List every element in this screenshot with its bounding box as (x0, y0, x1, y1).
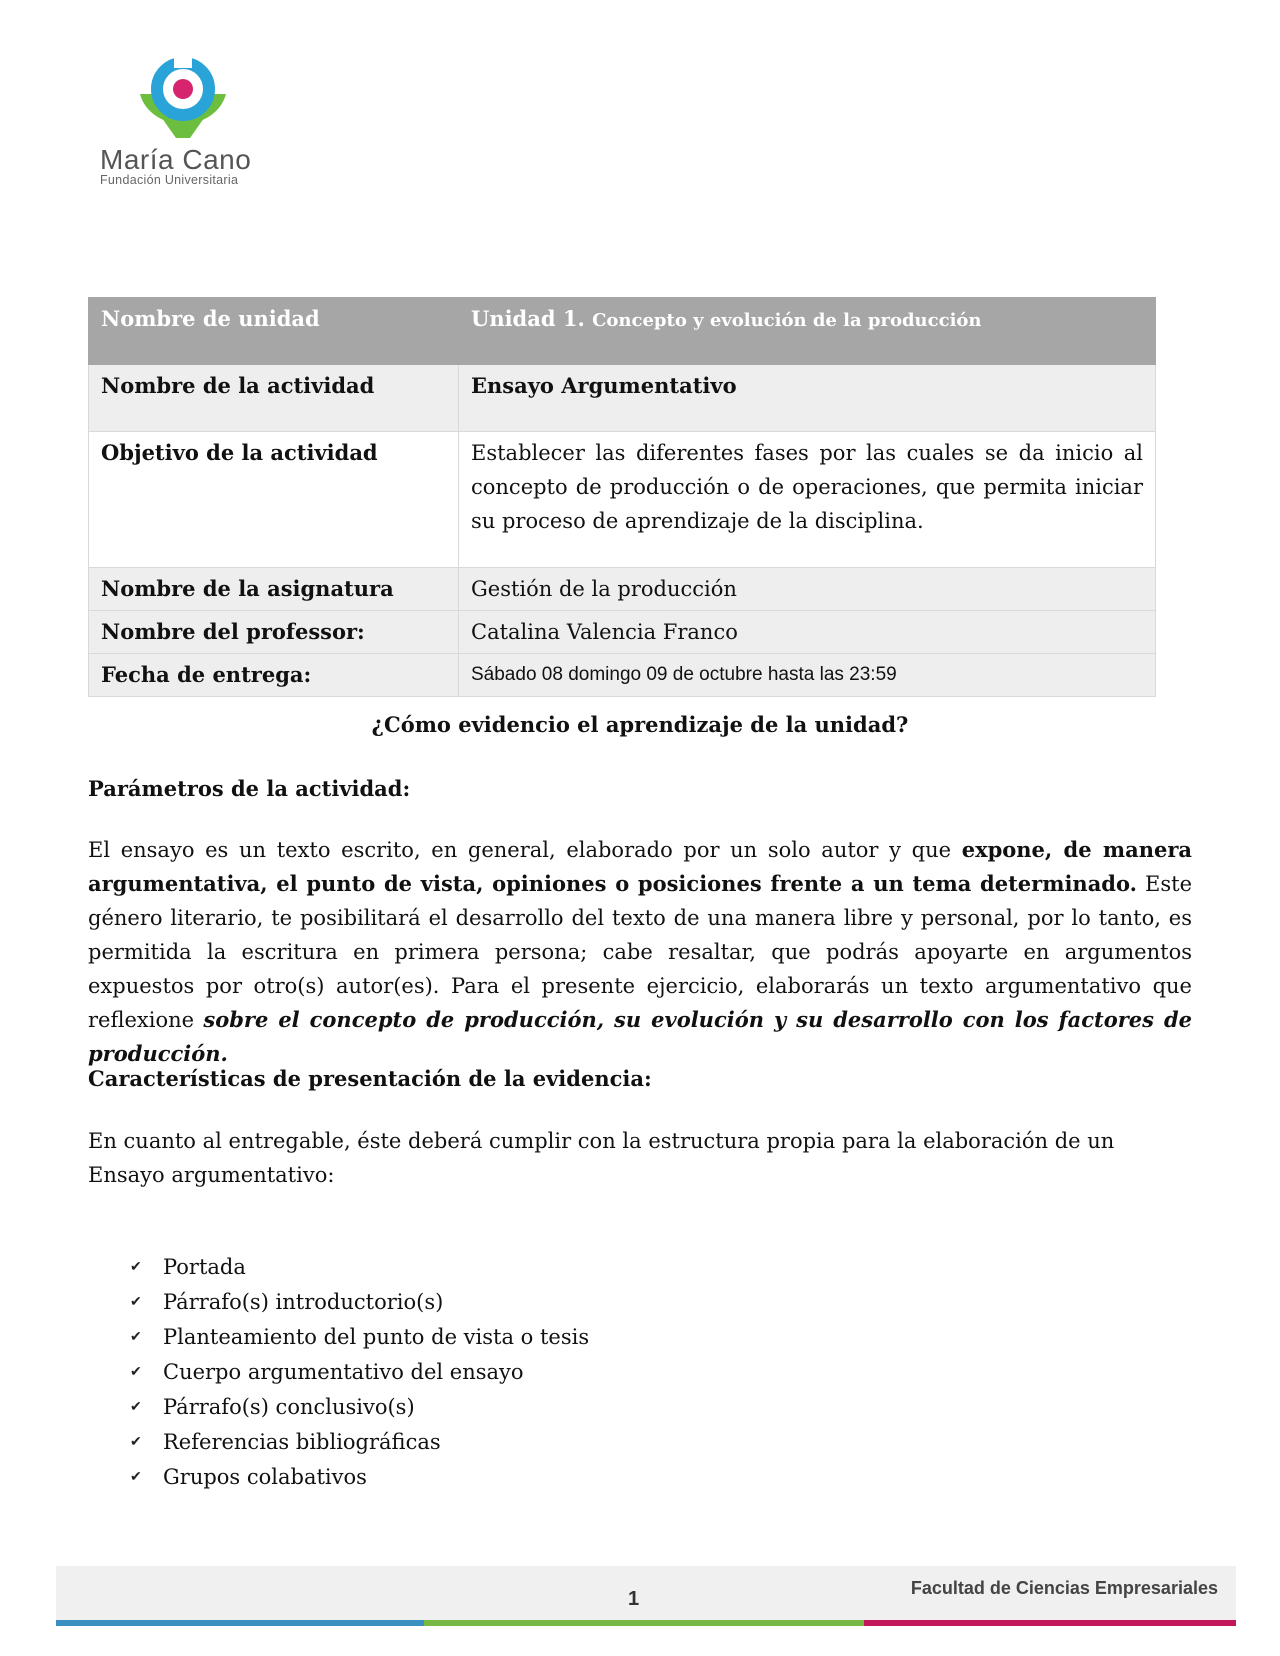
deliverable-structure-list (130, 1250, 589, 1495)
logo-emblem-icon (128, 56, 238, 146)
professor-label: Nombre del professor: (89, 611, 459, 654)
unit-value (459, 298, 1156, 365)
list-item (130, 1355, 589, 1390)
objective-value: Establecer las diferentes fases por las cuales se da inicio al concepto de producción o de operaciones, que permita iniciar su proceso de aprendizaje de la disciplina. (459, 432, 1156, 568)
unit-title: Concepto y evolución de la producción (592, 310, 982, 331)
characteristics-heading: Características de presentación de la evidencia: (88, 1066, 652, 1091)
list-item (130, 1250, 589, 1285)
list-item (130, 1390, 589, 1425)
date-label: Fecha de entrega: (89, 654, 459, 697)
table-row-subject (89, 568, 1156, 611)
list-item-label: Grupos colabativos (163, 1465, 367, 1489)
subject-value: Gestión de la producción (459, 568, 1156, 611)
activity-info-table (88, 297, 1156, 697)
page-number: 1 (628, 1588, 640, 1610)
list-item-label: Planteamiento del punto de vista o tesis (163, 1325, 590, 1349)
unit-prefix: Unidad 1. (471, 306, 585, 331)
check-bullet-icon: ✔ (130, 1434, 142, 1450)
list-item-label: Cuerpo argumentativo del ensayo (163, 1360, 524, 1384)
maria-cano-logo (98, 56, 276, 190)
check-bullet-icon: ✔ (130, 1259, 142, 1275)
parameters-text-1: El ensayo es un texto escrito, en general, elaborado por un solo autor y que (88, 838, 962, 862)
date-value: Sábado 08 domingo 09 de octubre hasta las 23:59 (459, 654, 1156, 697)
characteristics-intro: En cuanto al entregable, éste deberá cumplir con la estructura propia para la elaboración de un Ensayo argumentativo: (88, 1129, 1115, 1187)
check-bullet-icon: ✔ (130, 1364, 142, 1380)
faculty-name: Facultad de Ciencias Empresariales (910, 1578, 1218, 1598)
list-item-label: Referencias bibliográficas (163, 1430, 441, 1454)
list-item (130, 1285, 589, 1320)
table-row-unit (89, 298, 1156, 365)
list-item-label: Párrafo(s) conclusivo(s) (163, 1395, 415, 1419)
check-bullet-icon: ✔ (130, 1329, 142, 1345)
table-row-date (89, 654, 1156, 697)
subject-label: Nombre de la asignatura (89, 568, 459, 611)
objective-label: Objetivo de la actividad (89, 432, 459, 568)
parameters-bold-text: expone, de manera argumentativa, el punto de vista, opiniones o posiciones frente a un tema determinado. (88, 837, 1192, 896)
parameters-bold-italic-text: sobre el concepto de producción, su evolución y su desarrollo con los factores de producción. (88, 1007, 1192, 1066)
unit-label: Nombre de unidad (89, 298, 459, 365)
list-item (130, 1460, 589, 1495)
list-item (130, 1425, 589, 1460)
parameters-heading: Parámetros de la actividad: (88, 776, 411, 801)
check-bullet-icon: ✔ (130, 1399, 142, 1415)
page-footer (56, 1566, 1236, 1626)
parameters-paragraph (88, 833, 1192, 1071)
parameters-text-2: Este género literario, te posibilitará el desarrollo del texto de una manera libre y personal, por lo tanto, es permitida la escritura en primera persona; cabe resaltar, que podrás apoyarte en argumentos expuestos por otro(s) autor(es). Para el presente ejercicio, elaborarás un texto argumentativo que reflexione (88, 872, 1192, 1032)
logo-name: María Cano (100, 144, 252, 175)
professor-value: Catalina Valencia Franco (459, 611, 1156, 654)
list-item-label: Párrafo(s) introductorio(s) (163, 1290, 444, 1314)
footer-bar-blue (56, 1620, 424, 1626)
footer-bar-magenta (864, 1620, 1236, 1626)
learning-question: ¿Cómo evidencio el aprendizaje de la unidad? (371, 712, 909, 737)
activity-value: Ensayo Argumentativo (459, 365, 1156, 432)
table-row-activity (89, 365, 1156, 432)
check-bullet-icon: ✔ (130, 1469, 142, 1485)
list-item (130, 1320, 589, 1355)
logo-subtitle: Fundación Universitaria (100, 173, 239, 187)
list-item-label: Portada (163, 1255, 246, 1279)
table-row-objective (89, 432, 1156, 568)
table-row-professor (89, 611, 1156, 654)
activity-label: Nombre de la actividad (89, 365, 459, 432)
footer-bar-green (424, 1620, 864, 1626)
check-bullet-icon: ✔ (130, 1294, 142, 1310)
